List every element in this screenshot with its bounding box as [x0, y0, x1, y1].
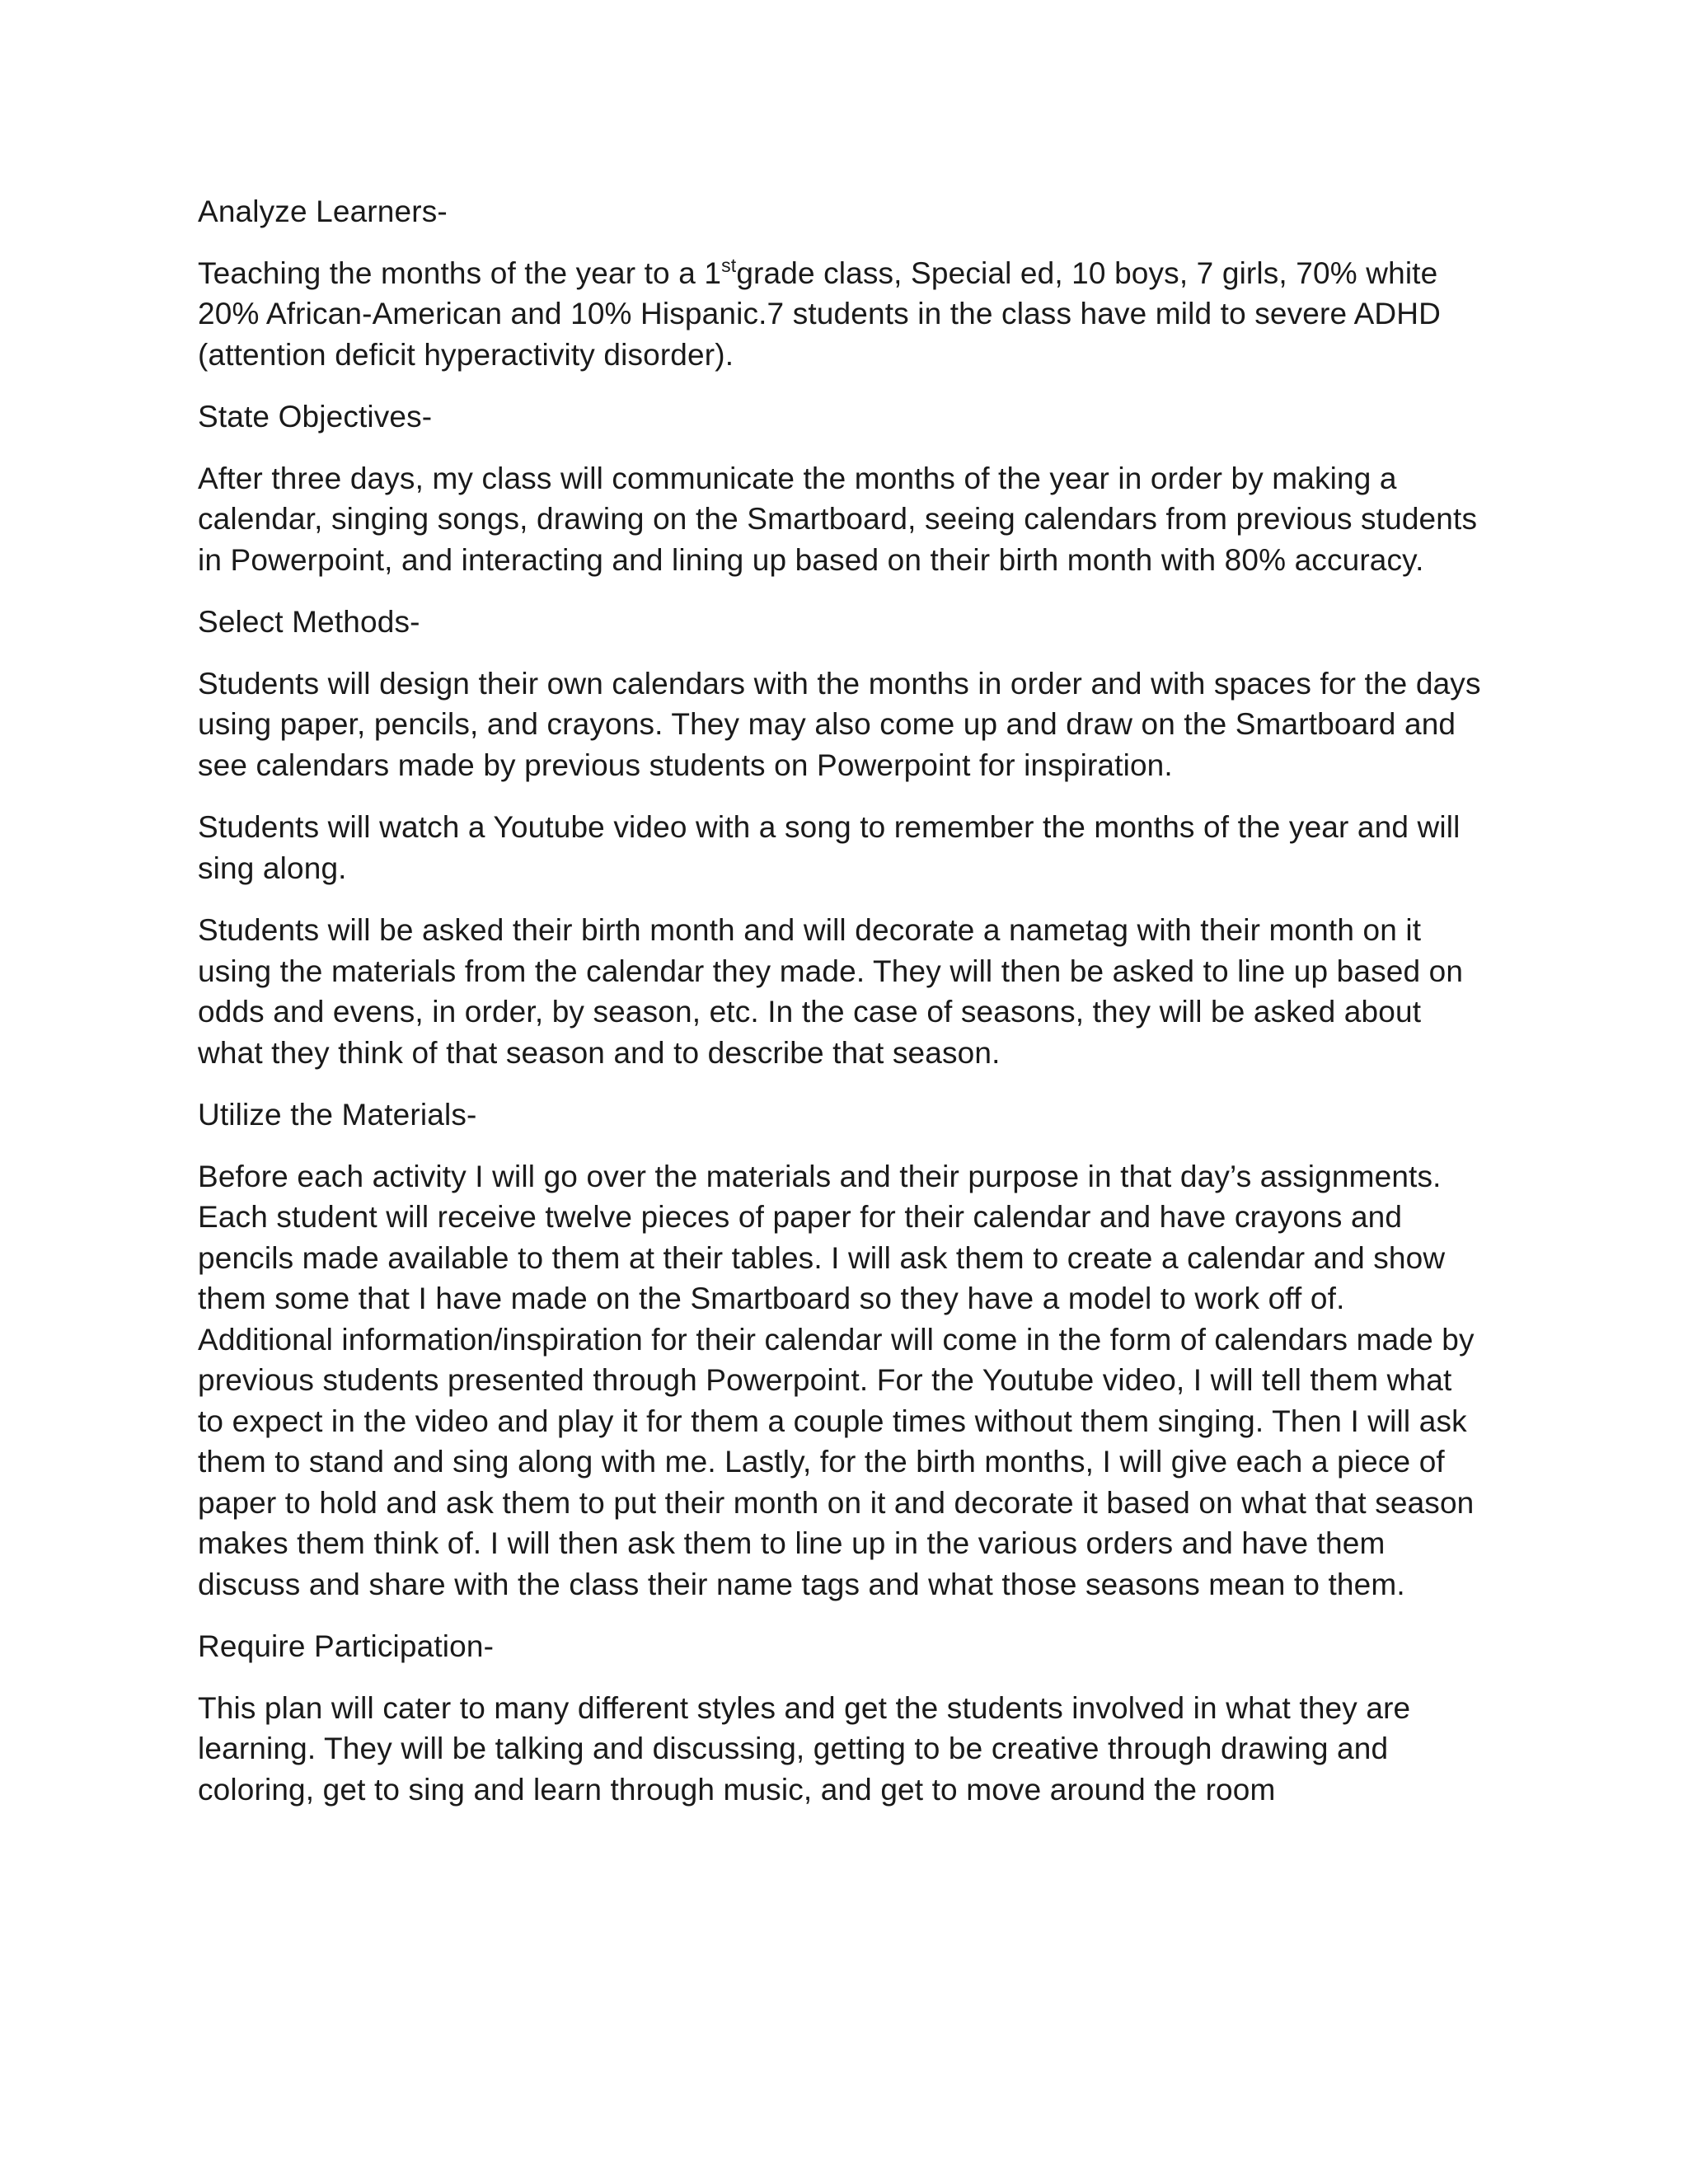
paragraph-method-song: Students will watch a Youtube video with a song to remember the months of the year and will sing along. — [198, 810, 1461, 885]
paragraph-objectives: After three days, my class will communicate the months of the year in order by making a calendar, singing songs, drawing on the Smartboard, seeing calendars from previous students in Powerpoint, and interacting and lining up based on their birth month with 80% accuracy. — [198, 461, 1478, 577]
heading-utilize-materials: Utilize the Materials- — [198, 1098, 477, 1132]
heading-select-methods: Select Methods- — [198, 605, 420, 639]
heading-state-objectives: State Objectives- — [198, 400, 433, 434]
paragraph-method-calendar: Students will design their own calendars with the months in order and with spaces for the days using paper, pencils, and crayons. They may also come up and draw on the Smartboard and see calendars made by previous students on Powerpoint for inspiration. — [198, 666, 1481, 782]
paragraph-learner-description — [198, 253, 1484, 376]
heading-analyze-learners: Analyze Learners- — [198, 194, 448, 228]
paragraph-participation: This plan will cater to many different styles and get the students involved in what they are learning. They will be talking and discussing, getting to be creative through drawing and coloring, get to sing and learn through music, and get to move around the room — [198, 1690, 1411, 1807]
paragraph-materials: Before each activity I will go over the materials and their purpose in that day’s assignments. Each student will receive twelve pieces of paper for their calendar and have crayons and pencils made available to them at their tables. I will ask them to create a calendar and show them some that I have made on the Smartboard so they have a model to work off of. Additional information/inspiration for their calendar will come in the form of calendars made by previous students presented through Powerpoint. For the Youtube video, I will tell them what to expect in the video and play it for them a couple times without them singing. Then I will ask them to stand and sing along with me. Lastly, for the birth months, I will give each a piece of paper to hold and ask them to put their month on it and decorate it based on what that season makes them think of. I will then ask them to line up in the various orders and have them discuss and share with the class their name tags and what those seasons mean to them. — [198, 1159, 1475, 1601]
ordinal-superscript: st — [721, 254, 737, 276]
intro-text-end: grade class, Special ed, 10 boys, 7 girls, 70% white 20% African-American and 10% Hispanic.7 students in the class have mild to severe ADHD (attention deficit hyperactivity disorder). — [198, 255, 1442, 372]
heading-require-participation: Require Participation- — [198, 1629, 495, 1663]
paragraph-method-nametag: Students will be asked their birth month and will decorate a nametag with their month on it using the materials from the calendar they made. They will then be asked to line up based on odds and evens, in order, by season, etc. In the case of seasons, they will be asked about what they think of that season and to describe that season. — [198, 913, 1464, 1070]
document-body — [198, 191, 1484, 1831]
intro-text-start: Teaching the months of the year to a 1 — [198, 255, 722, 290]
